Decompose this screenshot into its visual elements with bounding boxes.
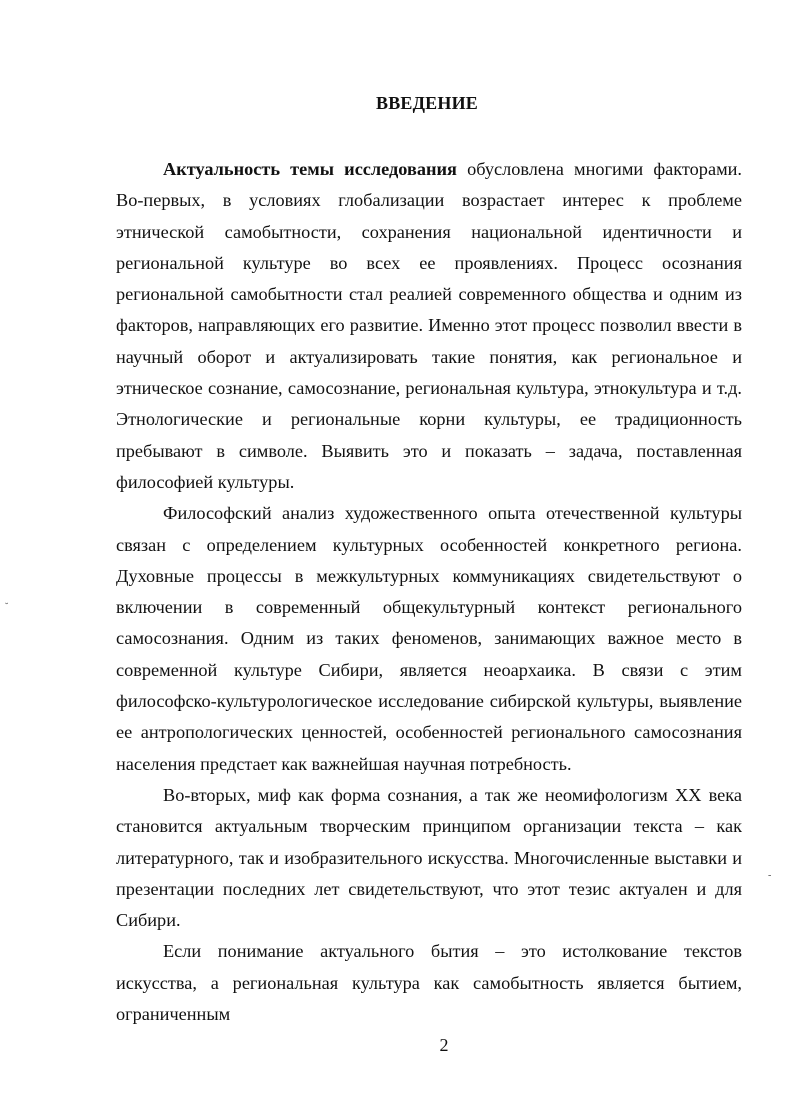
page-number: 2 <box>439 1035 449 1055</box>
paragraph-1-text: обусловлена многими факторами. Во-первых, в условиях глобализации возрастает интерес к проблеме этнической самобытности, сохранения национальной идентичности и региональной культуре во всех ее проявлениях. Процесс осознания региональной самобытности стал реалией современного общества и одним из факторов, направляющих его развитие. Именно этот процесс позволил ввести в научный оборот и актуализировать такие понятия, как региональное и этническое сознание, самосознание, региональная культура, этнокультура и т.д. Этнологические и региональные корни культуры, ее традиционность пребывают в символе. Выявить это и показать – задача, поставленная философией культуры. <box>116 159 742 492</box>
body-text <box>116 154 742 1030</box>
paragraph-4: Если понимание актуального бытия – это истолкование текстов искусства, а региональная культура как самобытность является бытием, ограниченным <box>116 941 742 1025</box>
margin-mark-right: - <box>768 870 772 881</box>
page-title: ВВЕДЕНИЕ <box>375 93 478 113</box>
margin-mark-left: ˘ <box>5 602 9 613</box>
paragraph-1 <box>116 154 742 498</box>
paragraph-1-lead: Актуальность темы исследования <box>163 159 457 179</box>
paragraph-3: Во-вторых, миф как форма сознания, а так же неомифологизм XX века становится актуальным творческим принципом организации текста – как литературного, так и изобразительного искусства. Многочисленные выставки и презентации последних лет свидетельствуют, что этот тезис актуален и для Сибири. <box>116 784 742 931</box>
paragraph-2: Философский анализ художественного опыта отечественной культуры связан с определением культурных особенностей конкретного региона. Духовные процессы в межкультурных коммуникациях свидетельствуют о включении в современный общекультурный контекст регионального самосознания. Одним из таких феноменов, занимающих важное место в современной культуре Сибири, является неоархаика. В связи с этим философско-культурологическое исследование сибирской культуры, выявление ее антропологических ценностей, особенностей регионального самосознания населения предстает как важнейшая научная потребность. <box>116 503 742 774</box>
